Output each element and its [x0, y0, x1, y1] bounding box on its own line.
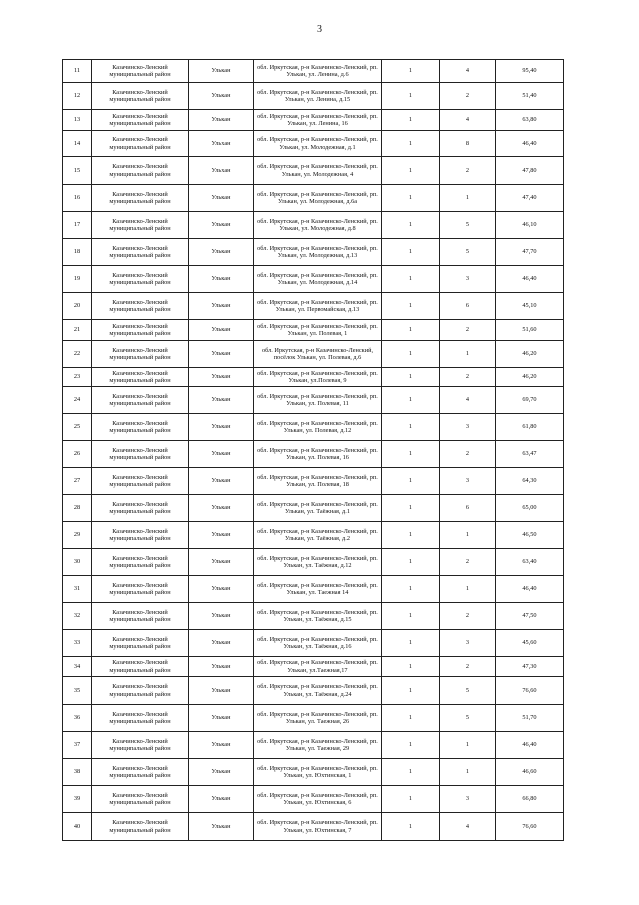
locality-cell: Улькан: [189, 677, 254, 705]
row-number: 25: [63, 414, 92, 441]
area-cell: 46,20: [496, 368, 564, 387]
address-cell: обл. Иркутская, р-н Казачинско-Ленский, рп. Улькан, ул. Таежная, 26: [254, 705, 382, 732]
count-b-cell: 1: [440, 522, 496, 549]
count-a-cell: 1: [382, 387, 440, 414]
address-cell: обл. Иркутская, р-н Казачинско-Ленский, рп. Улькан, ул. Таежная, 29: [254, 732, 382, 759]
count-a-cell: 1: [382, 495, 440, 522]
locality-cell: Улькан: [189, 441, 254, 468]
address-cell: обл. Иркутская, р-н Казачинско-Ленский, рп. Улькан, ул. Ленина, д.15: [254, 83, 382, 110]
count-b-cell: 4: [440, 110, 496, 131]
row-number: 21: [63, 320, 92, 341]
count-b-cell: 2: [440, 549, 496, 576]
row-number: 24: [63, 387, 92, 414]
area-cell: 46,10: [496, 212, 564, 239]
count-a-cell: 1: [382, 603, 440, 630]
address-cell: обл. Иркутская, р-н Казачинско-Ленский, рп. Улькан, ул. Молодежная, д.6а: [254, 185, 382, 212]
district-cell: Казачинско-Ленский муниципальный район: [92, 414, 189, 441]
count-b-cell: 2: [440, 441, 496, 468]
count-a-cell: 1: [382, 212, 440, 239]
count-b-cell: 2: [440, 368, 496, 387]
district-cell: Казачинско-Ленский муниципальный район: [92, 677, 189, 705]
count-b-cell: 5: [440, 705, 496, 732]
district-cell: Казачинско-Ленский муниципальный район: [92, 185, 189, 212]
table-row: [63, 657, 564, 677]
count-b-cell: 1: [440, 185, 496, 212]
district-cell: Казачинско-Ленский муниципальный район: [92, 368, 189, 387]
district-cell: Казачинско-Ленский муниципальный район: [92, 630, 189, 657]
count-a-cell: 1: [382, 266, 440, 293]
row-number: 38: [63, 759, 92, 786]
district-cell: Казачинско-Ленский муниципальный район: [92, 759, 189, 786]
table-row: [63, 603, 564, 630]
row-number: 36: [63, 705, 92, 732]
address-cell: обл. Иркутская, р-н Казачинско-Ленский, рп. Улькан, ул. Таёжная, д.15: [254, 603, 382, 630]
area-cell: 47,70: [496, 239, 564, 266]
row-number: 23: [63, 368, 92, 387]
row-number: 20: [63, 293, 92, 320]
locality-cell: Ульхан: [189, 131, 254, 157]
address-cell: обл. Иркутская, р-н Казачинско-Ленский, посёлок Улькан, ул. Полевая, д.6: [254, 341, 382, 368]
count-a-cell: 1: [382, 320, 440, 341]
locality-cell: Улькан: [189, 813, 254, 841]
address-cell: обл. Иркутская, р-н Казачинско-Ленский, рп. Улькан, ул.Таежная,17: [254, 657, 382, 677]
district-cell: Казачинско-Ленский муниципальный район: [92, 266, 189, 293]
area-cell: 47,80: [496, 157, 564, 185]
table-row: [63, 677, 564, 705]
address-cell: обл. Иркутская, р-н Казачинско-Ленский, рп. Улькан, ул. Юхтинская, 1: [254, 759, 382, 786]
area-cell: 65,00: [496, 495, 564, 522]
row-number: 29: [63, 522, 92, 549]
count-a-cell: 1: [382, 468, 440, 495]
address-cell: обл. Иркутская, р-н Казачинско-Ленский, рп. Улькан, ул. Полевая, 18: [254, 468, 382, 495]
district-cell: Казачинско-Ленский муниципальный район: [92, 576, 189, 603]
district-cell: Казачинско-Ленский муниципальный район: [92, 657, 189, 677]
count-b-cell: 6: [440, 495, 496, 522]
count-b-cell: 2: [440, 320, 496, 341]
table-row: [63, 60, 564, 83]
count-a-cell: 1: [382, 549, 440, 576]
page-number: 3: [317, 24, 322, 35]
count-b-cell: 4: [440, 60, 496, 83]
row-number: 19: [63, 266, 92, 293]
table-row: [63, 239, 564, 266]
row-number: 17: [63, 212, 92, 239]
count-a-cell: 1: [382, 576, 440, 603]
address-cell: обл. Иркутская, р-н Казачинско-Ленский, рп. Улькан, ул. Таёжная, д.24: [254, 677, 382, 705]
count-a-cell: 1: [382, 83, 440, 110]
area-cell: 76,60: [496, 677, 564, 705]
district-cell: Казачинско-Ленский муниципальный район: [92, 813, 189, 841]
area-cell: 63,80: [496, 110, 564, 131]
table-row: [63, 83, 564, 110]
locality-cell: Улькан: [189, 414, 254, 441]
row-number: 40: [63, 813, 92, 841]
locality-cell: Улькан: [189, 759, 254, 786]
area-cell: 66,80: [496, 786, 564, 813]
locality-cell: Улькан: [189, 630, 254, 657]
count-b-cell: 1: [440, 732, 496, 759]
area-cell: 46,60: [496, 759, 564, 786]
count-b-cell: 8: [440, 131, 496, 157]
locality-cell: Улькан: [189, 110, 254, 131]
area-cell: 61,80: [496, 414, 564, 441]
count-a-cell: 1: [382, 705, 440, 732]
table-row: [63, 368, 564, 387]
table-row: [63, 759, 564, 786]
count-a-cell: 1: [382, 239, 440, 266]
count-b-cell: 5: [440, 212, 496, 239]
address-cell: обл. Иркутская, р-н Казачинско-Ленский, рп. Улькан, ул. Таежная 14: [254, 576, 382, 603]
count-b-cell: 6: [440, 293, 496, 320]
count-a-cell: 1: [382, 185, 440, 212]
count-b-cell: 2: [440, 657, 496, 677]
locality-cell: Ульхан: [189, 157, 254, 185]
district-cell: Казачинско-Ленский муниципальный район: [92, 83, 189, 110]
area-cell: 64,30: [496, 468, 564, 495]
address-cell: обл. Иркутская, р-н Казачинско-Ленский, рп. Улькан, ул. Молодежная, д.1: [254, 131, 382, 157]
row-number: 22: [63, 341, 92, 368]
table-row: [63, 320, 564, 341]
address-cell: обл. Иркутская, р-н Казачинско-Ленский, рп. Улькан, ул. Таёжная, д.16: [254, 630, 382, 657]
count-b-cell: 3: [440, 630, 496, 657]
table-row: [63, 732, 564, 759]
count-a-cell: 1: [382, 414, 440, 441]
count-a-cell: 1: [382, 630, 440, 657]
locality-cell: Улькан: [189, 786, 254, 813]
area-cell: 63,40: [496, 549, 564, 576]
table-row: [63, 786, 564, 813]
district-cell: Казачинско-Ленский муниципальный район: [92, 320, 189, 341]
district-cell: Казачинско-Ленский муниципальный район: [92, 212, 189, 239]
district-cell: Казачинско-Ленский муниципальный район: [92, 522, 189, 549]
row-number: 37: [63, 732, 92, 759]
count-b-cell: 4: [440, 813, 496, 841]
area-cell: 51,70: [496, 705, 564, 732]
row-number: 18: [63, 239, 92, 266]
count-a-cell: 1: [382, 677, 440, 705]
count-a-cell: 1: [382, 759, 440, 786]
district-cell: Казачинско-Ленский муниципальный район: [92, 603, 189, 630]
row-number: 16: [63, 185, 92, 212]
row-number: 39: [63, 786, 92, 813]
address-cell: обл. Иркутская, р-н Казачинско-Ленский, рп. Улькан, ул. Молодежная, д.13: [254, 239, 382, 266]
count-b-cell: 1: [440, 759, 496, 786]
area-cell: 45,60: [496, 630, 564, 657]
count-b-cell: 3: [440, 468, 496, 495]
locality-cell: Улькан: [189, 387, 254, 414]
count-a-cell: 1: [382, 732, 440, 759]
table-row: [63, 576, 564, 603]
district-cell: Казачинско-Ленский муниципальный район: [92, 131, 189, 157]
area-cell: 46,40: [496, 266, 564, 293]
table-row: [63, 630, 564, 657]
district-cell: Казачинско-Ленский муниципальный район: [92, 786, 189, 813]
count-b-cell: 3: [440, 266, 496, 293]
locality-cell: Улькан: [189, 603, 254, 630]
table-row: [63, 185, 564, 212]
property-register-table: [62, 59, 564, 841]
address-cell: обл. Иркутская, р-н Казачинско-Ленский, рп. Улькан, ул. Таёжная, д.12: [254, 549, 382, 576]
row-number: 34: [63, 657, 92, 677]
district-cell: Казачинско-Ленский муниципальный район: [92, 549, 189, 576]
area-cell: 46,20: [496, 341, 564, 368]
area-cell: 47,40: [496, 185, 564, 212]
count-a-cell: 1: [382, 157, 440, 185]
row-number: 14: [63, 131, 92, 157]
district-cell: Казачинско-Ленский муниципальный район: [92, 341, 189, 368]
count-a-cell: 1: [382, 131, 440, 157]
table-row: [63, 212, 564, 239]
address-cell: обл. Иркутская, р-н Казачинско-Ленский, рп. Улькан, ул. Полевая, 16: [254, 441, 382, 468]
area-cell: 95,40: [496, 60, 564, 83]
row-number: 27: [63, 468, 92, 495]
locality-cell: Улькан: [189, 293, 254, 320]
row-number: 30: [63, 549, 92, 576]
row-number: 12: [63, 83, 92, 110]
locality-cell: Улькан: [189, 705, 254, 732]
count-a-cell: 1: [382, 813, 440, 841]
locality-cell: Улькан: [189, 657, 254, 677]
locality-cell: Улькан: [189, 185, 254, 212]
count-a-cell: 1: [382, 441, 440, 468]
row-number: 26: [63, 441, 92, 468]
table-row: [63, 549, 564, 576]
area-cell: 46,40: [496, 732, 564, 759]
count-b-cell: 2: [440, 157, 496, 185]
area-cell: 63,47: [496, 441, 564, 468]
district-cell: Казачинско-Ленский муниципальный район: [92, 157, 189, 185]
address-cell: обл. Иркутская, р-н Казачинско-Ленский, рп. Улькан, ул. Молодежная, д.14: [254, 266, 382, 293]
count-b-cell: 2: [440, 603, 496, 630]
count-a-cell: 1: [382, 657, 440, 677]
district-cell: Казачинско-Ленский муниципальный район: [92, 387, 189, 414]
count-b-cell: 4: [440, 387, 496, 414]
count-b-cell: 1: [440, 576, 496, 603]
table-row: [63, 495, 564, 522]
count-b-cell: 1: [440, 341, 496, 368]
address-cell: обл. Иркутская, р-н Казачинско-Ленский, рп. Улькан, ул. Полевая, д.12: [254, 414, 382, 441]
area-cell: 51,60: [496, 320, 564, 341]
row-number: 32: [63, 603, 92, 630]
row-number: 11: [63, 60, 92, 83]
table-row: [63, 293, 564, 320]
count-b-cell: 5: [440, 239, 496, 266]
district-cell: Казачинско-Ленский муниципальный район: [92, 239, 189, 266]
count-b-cell: 3: [440, 786, 496, 813]
table-row: [63, 131, 564, 157]
address-cell: обл. Иркутская, р-н Казачинско-Ленский, рп. Улькан, ул. Полевая, 1: [254, 320, 382, 341]
locality-cell: Улькан: [189, 368, 254, 387]
address-cell: обл. Иркутская, р-н Казачинско-Ленский, рп. Улькан, ул. Ленина, 16: [254, 110, 382, 131]
district-cell: Казачинско-Ленский муниципальный район: [92, 293, 189, 320]
count-a-cell: 1: [382, 368, 440, 387]
district-cell: Казачинско-Ленский муниципальный район: [92, 468, 189, 495]
address-cell: обл. Иркутская, р-н Казачинско-Ленский, рп. Улькан, ул. Молодежная, д.8: [254, 212, 382, 239]
row-number: 13: [63, 110, 92, 131]
locality-cell: Улькан: [189, 732, 254, 759]
table-row: [63, 414, 564, 441]
area-cell: 46,50: [496, 522, 564, 549]
district-cell: Казачинско-Ленский муниципальный район: [92, 732, 189, 759]
row-number: 33: [63, 630, 92, 657]
address-cell: обл. Иркутская, р-н Казачинско-Ленский, рп. Улькан, ул. Ленина, д.6: [254, 60, 382, 83]
row-number: 31: [63, 576, 92, 603]
locality-cell: Улькан: [189, 60, 254, 83]
table-row: [63, 441, 564, 468]
area-cell: 69,70: [496, 387, 564, 414]
table-row: [63, 157, 564, 185]
table-row: [63, 341, 564, 368]
locality-cell: Улькан: [189, 320, 254, 341]
address-cell: обл. Иркутская, р-н Казачинско-Ленский, рп. Улькан, ул. Полевая, 11: [254, 387, 382, 414]
locality-cell: Улькан: [189, 495, 254, 522]
locality-cell: Улькан: [189, 549, 254, 576]
table-row: [63, 813, 564, 841]
address-cell: обл. Иркутская, р-н Казачинско-Ленский, рп. Улькан, ул. Юхтинская, 7: [254, 813, 382, 841]
area-cell: 76,60: [496, 813, 564, 841]
row-number: 28: [63, 495, 92, 522]
area-cell: 45,10: [496, 293, 564, 320]
district-cell: Казачинско-Ленский муниципальный район: [92, 705, 189, 732]
locality-cell: Улькан: [189, 239, 254, 266]
address-cell: обл. Иркутская, р-н Казачинско-Ленский, рп. Улькан, ул. Таёжная, д.1: [254, 495, 382, 522]
table-row: [63, 468, 564, 495]
area-cell: 46,40: [496, 131, 564, 157]
district-cell: Казачинско-Ленский муниципальный район: [92, 60, 189, 83]
area-cell: 51,40: [496, 83, 564, 110]
count-b-cell: 5: [440, 677, 496, 705]
count-a-cell: 1: [382, 341, 440, 368]
address-cell: обл. Иркутская, р-н Казачинско-Ленский, рп. Улькан, ул. Молодежная, 4: [254, 157, 382, 185]
table-row: [63, 522, 564, 549]
row-number: 15: [63, 157, 92, 185]
count-a-cell: 1: [382, 110, 440, 131]
locality-cell: Улькан: [189, 83, 254, 110]
locality-cell: Улькан: [189, 576, 254, 603]
table-row: [63, 110, 564, 131]
district-cell: Казачинско-Ленский муниципальный район: [92, 110, 189, 131]
locality-cell: Улькан: [189, 266, 254, 293]
address-cell: обл. Иркутская, р-н Казачинско-Ленский, рп. Улькан, ул. Юхтинская, 6: [254, 786, 382, 813]
area-cell: 47,30: [496, 657, 564, 677]
district-cell: Казачинско-Ленский муниципальный район: [92, 441, 189, 468]
count-a-cell: 1: [382, 293, 440, 320]
address-cell: обл. Иркутская, р-н Казачинско-Ленский, рп. Улькан, ул. Таёжная, д.2: [254, 522, 382, 549]
locality-cell: Улькан: [189, 468, 254, 495]
count-b-cell: 3: [440, 414, 496, 441]
area-cell: 47,50: [496, 603, 564, 630]
table-row: [63, 705, 564, 732]
locality-cell: Улькан: [189, 522, 254, 549]
locality-cell: Улькан: [189, 341, 254, 368]
locality-cell: Улькан: [189, 212, 254, 239]
address-cell: обл. Иркутская, р-н Казачинско-Ленский, рп. Улькан, ул. Первомайская, д.13: [254, 293, 382, 320]
table-row: [63, 266, 564, 293]
count-a-cell: 1: [382, 522, 440, 549]
address-cell: обл. Иркутская, р-н Казачинско-Ленский, рп. Улькан, ул.Полевая, 9: [254, 368, 382, 387]
area-cell: 46,40: [496, 576, 564, 603]
count-a-cell: 1: [382, 786, 440, 813]
row-number: 35: [63, 677, 92, 705]
count-b-cell: 2: [440, 83, 496, 110]
district-cell: Казачинско-Ленский муниципальный район: [92, 495, 189, 522]
table-body: [63, 60, 564, 841]
table-row: [63, 387, 564, 414]
count-a-cell: 1: [382, 60, 440, 83]
